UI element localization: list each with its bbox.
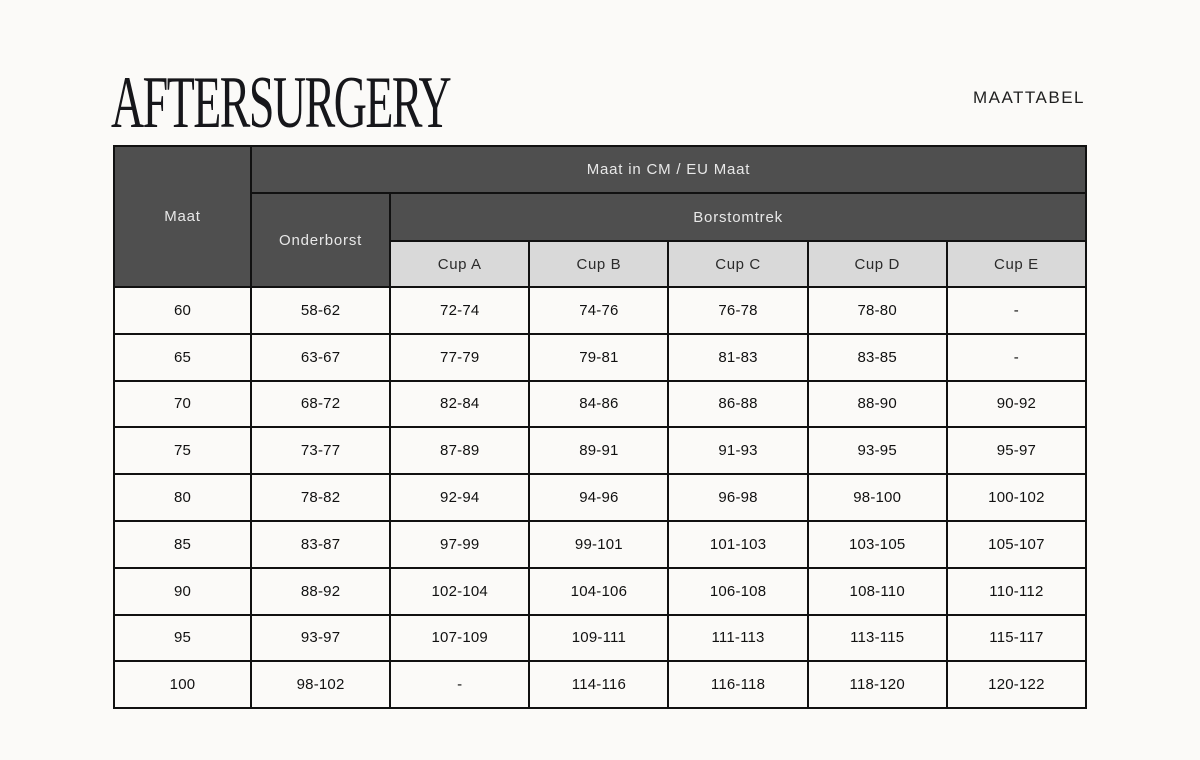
measurement-cell: 95-97	[947, 427, 1086, 474]
measurement-cell: 116-118	[668, 661, 807, 708]
size-cell: 90	[114, 568, 251, 615]
measurement-cell: 91-93	[668, 427, 807, 474]
table-row	[114, 427, 1086, 474]
header-row-section	[114, 193, 1086, 241]
measurement-cell: 111-113	[668, 615, 807, 662]
header-row-group	[114, 146, 1086, 193]
measurement-cell: 98-102	[251, 661, 390, 708]
cup-header-e: Cup E	[947, 241, 1086, 287]
table-row	[114, 381, 1086, 428]
size-cell: 100	[114, 661, 251, 708]
measurement-cell: 120-122	[947, 661, 1086, 708]
measurement-cell: 68-72	[251, 381, 390, 428]
underbust-header: Onderborst	[251, 193, 390, 287]
measurement-cell: 74-76	[529, 287, 668, 334]
cup-header-d: Cup D	[808, 241, 947, 287]
measurement-cell: 82-84	[390, 381, 529, 428]
measurement-cell: 79-81	[529, 334, 668, 381]
measurement-cell: 97-99	[390, 521, 529, 568]
size-table-body	[114, 287, 1086, 708]
group-header: Maat in CM / EU Maat	[251, 146, 1086, 193]
table-row	[114, 521, 1086, 568]
measurement-cell: 96-98	[668, 474, 807, 521]
maat-column-header: Maat	[114, 146, 251, 287]
measurement-cell: 103-105	[808, 521, 947, 568]
measurement-cell: -	[947, 287, 1086, 334]
size-cell: 95	[114, 615, 251, 662]
measurement-cell: 73-77	[251, 427, 390, 474]
measurement-cell: 99-101	[529, 521, 668, 568]
measurement-cell: 77-79	[390, 334, 529, 381]
measurement-cell: 115-117	[947, 615, 1086, 662]
table-row	[114, 334, 1086, 381]
measurement-cell: 108-110	[808, 568, 947, 615]
measurement-cell: 78-80	[808, 287, 947, 334]
table-row	[114, 615, 1086, 662]
measurement-cell: 83-87	[251, 521, 390, 568]
size-cell: 70	[114, 381, 251, 428]
measurement-cell: 78-82	[251, 474, 390, 521]
measurement-cell: 90-92	[947, 381, 1086, 428]
measurement-cell: 94-96	[529, 474, 668, 521]
measurement-cell: 110-112	[947, 568, 1086, 615]
cup-header-c: Cup C	[668, 241, 807, 287]
table-row	[114, 474, 1086, 521]
bust-header: Borstomtrek	[390, 193, 1086, 241]
measurement-cell: 93-95	[808, 427, 947, 474]
cup-header-a: Cup A	[390, 241, 529, 287]
measurement-cell: 114-116	[529, 661, 668, 708]
measurement-cell: 89-91	[529, 427, 668, 474]
table-row	[114, 568, 1086, 615]
measurement-cell: 105-107	[947, 521, 1086, 568]
measurement-cell: 84-86	[529, 381, 668, 428]
table-row	[114, 661, 1086, 708]
measurement-cell: 113-115	[808, 615, 947, 662]
measurement-cell: 102-104	[390, 568, 529, 615]
measurement-cell: 86-88	[668, 381, 807, 428]
measurement-cell: 72-74	[390, 287, 529, 334]
size-cell: 65	[114, 334, 251, 381]
size-cell: 75	[114, 427, 251, 474]
size-cell: 85	[114, 521, 251, 568]
measurement-cell: 106-108	[668, 568, 807, 615]
measurement-cell: 58-62	[251, 287, 390, 334]
brand-logo: AFTERSURGERY	[111, 62, 451, 144]
cup-header-b: Cup B	[529, 241, 668, 287]
measurement-cell: 98-100	[808, 474, 947, 521]
size-cell: 80	[114, 474, 251, 521]
measurement-cell: 107-109	[390, 615, 529, 662]
measurement-cell: -	[390, 661, 529, 708]
measurement-cell: 87-89	[390, 427, 529, 474]
measurement-cell: 88-90	[808, 381, 947, 428]
measurement-cell: 81-83	[668, 334, 807, 381]
measurement-cell: 100-102	[947, 474, 1086, 521]
size-table	[113, 145, 1087, 709]
measurement-cell: 93-97	[251, 615, 390, 662]
measurement-cell: 104-106	[529, 568, 668, 615]
measurement-cell: 118-120	[808, 661, 947, 708]
measurement-cell: 101-103	[668, 521, 807, 568]
size-cell: 60	[114, 287, 251, 334]
table-row	[114, 287, 1086, 334]
measurement-cell: 109-111	[529, 615, 668, 662]
measurement-cell: 83-85	[808, 334, 947, 381]
measurement-cell: -	[947, 334, 1086, 381]
measurement-cell: 92-94	[390, 474, 529, 521]
measurement-cell: 76-78	[668, 287, 807, 334]
page-title: MAATTABEL	[972, 88, 1085, 107]
measurement-cell: 88-92	[251, 568, 390, 615]
measurement-cell: 63-67	[251, 334, 390, 381]
